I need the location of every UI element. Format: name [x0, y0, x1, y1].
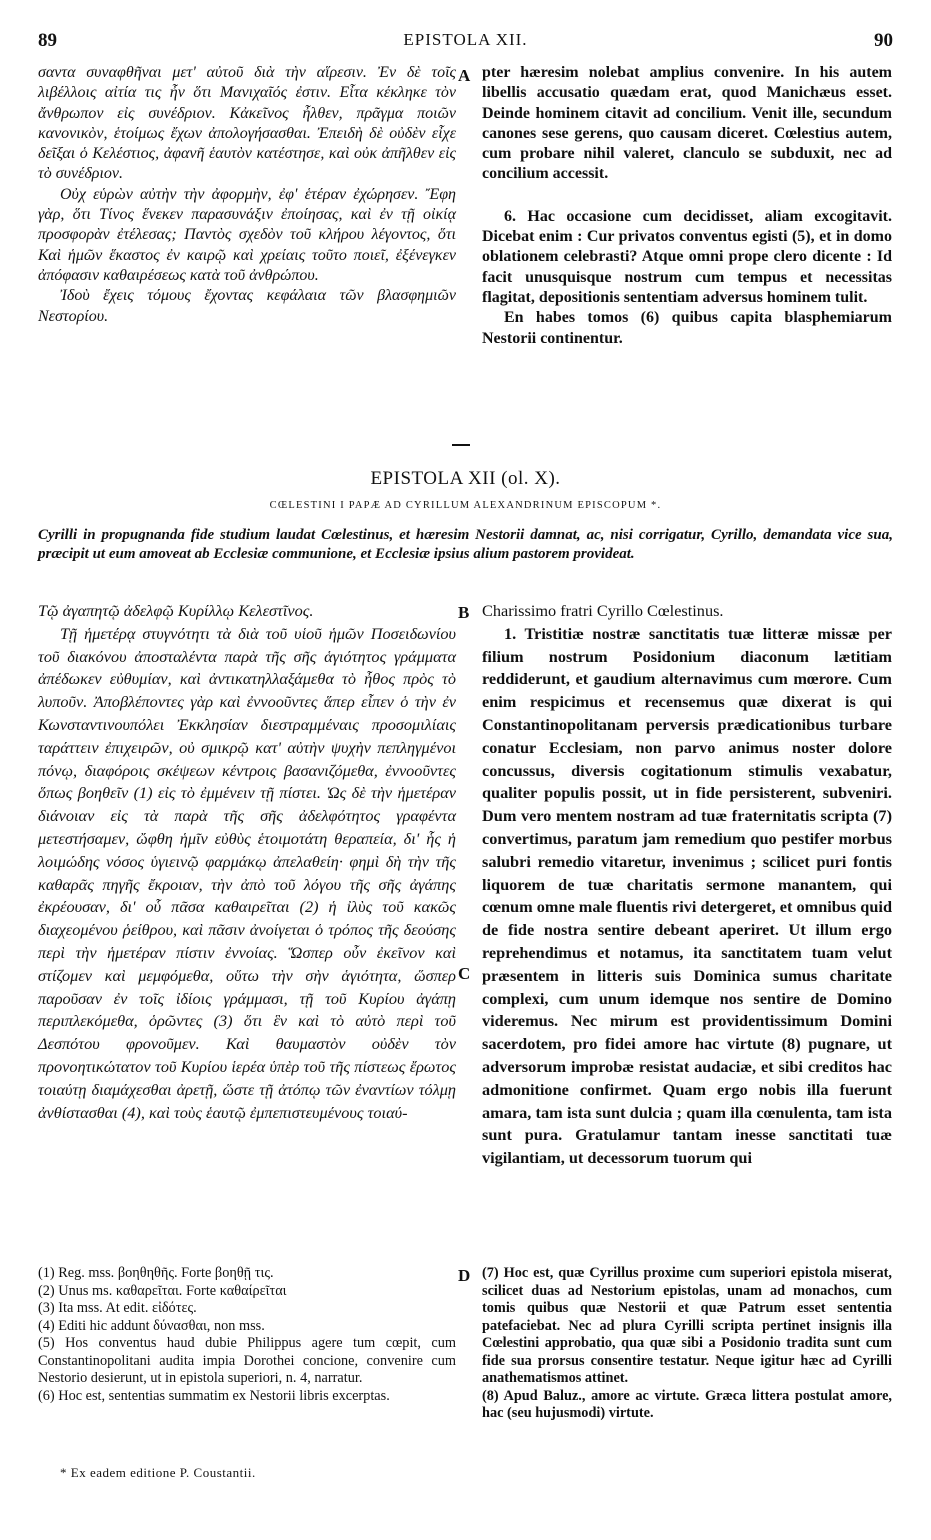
footnote: (3) Ita mss. At edit. εἰδότες. [38, 1300, 197, 1316]
margin-marker-b: B [458, 603, 470, 622]
greek-main-column [38, 600, 456, 1124]
footnote: (1) Reg. mss. βοηθηθῆς. Forte βοηθῇ τις. [38, 1265, 274, 1281]
page-number-left: 89 [38, 30, 57, 51]
epistle-summary: Cyrilli in propugnanda fide studium laudat Cœlestinus, et hæresim Nestorii damnat, ac, nisi corrigatur, Cyrillo, demandata vice sua, præcipit ut eum amoveat ab Ecclesiæ communione, et Ecclesiæ ipsius alium pastorem provideat. [38, 527, 893, 562]
footnote: (8) Apud Baluz., amore ac virtute. Græca littera postulat amore, hac (seu hujusmodi) virtute. [482, 1387, 892, 1421]
greek-paragraph: Ἰδοὺ ἔχεις τόμους ἔχοντας κεφάλαια τῶν βλασφημιῶν Νεστορίου. [38, 287, 456, 325]
latin-paragraph: 6. Hac occasione cum decidisset, aliam excogitavit. Dicebat enim : Cur privatos conventus egisti (5), et in domo oblationem celebrasti? Atque omni prope clero dicente : Id facit unusquisque nostrum cum tempus et necessitas flagitat, depositionis sententiam adversus hominem tulit. [482, 207, 892, 306]
latin-paragraph: En habes tomos (6) quibus capita blasphemiarum Nestorii continentur. [482, 309, 892, 347]
latin-main-column [482, 600, 892, 1170]
latin-paragraph: pter hæresim nolebat amplius convenire. In his autem libellis accusatio quædam erat, quod Manichæus esset. Deinde hominem citavit ad concilium. Venit ille, secundum canones sese gerens, quo causam diceret. Cœlestius autem, cum probare nihil valeret, clanculo se subduxit, nec ad concilium accessit. [482, 64, 892, 183]
footnote: (2) Unus ms. καθαρεῖται. Forte καθαίρεῖται [38, 1282, 287, 1299]
footnotes-left [38, 1265, 456, 1405]
footnote: (7) Hoc est, quæ Cyrillus proxime cum superiori epistola miserat, scilicet duas ad Nestorium epistolas, unam ad monachos, cum tomis quibus quæ Nestorii et quæ Patrum esset sententia patefaciebat. Nec ad plura Cyrilli scripta pertinet insignis illa Cœlestini approbatio, qua quæ sibi a Posidonio tradita sunt cum fide sua prorsus consentire testatur. Neque igitur hæc ad Cyrilli anathematismos attinet. [482, 1265, 892, 1386]
margin-marker-d: D [458, 1266, 471, 1285]
greek-continuation-column [38, 63, 456, 327]
footnote: (4) Editi hic addunt δύνασθαι, non mss. [38, 1317, 265, 1334]
margin-marker-c: C [458, 964, 471, 983]
greek-paragraph: Οὐχ εὑρὼν αὐτὴν τὴν ἀφορμὴν, ἐφ' ἑτέραν ἐχώρησεν. Ἔφη γὰρ, ὅτι Τίνος ἕνεκεν παρασυνάξιν ἐποίησας, καὶ ἐν τῇ οἰκίᾳ προσφορὰν ἐτέλεσας; Παντὸς σχεδὸν τοῦ κλήρου λέγοντος, ὅτι Καὶ ἡμῶν ἕκαστος ἐν καιρῷ καὶ χρείαις τοῦτο ποιεῖ, ἐξένεγκεν ἀπόφασιν καθαιρέσεως κατὰ τοῦ ἀνθρώπου. [38, 185, 456, 284]
latin-body: 1. Tristitiæ nostræ sanctitatis tuæ litteræ missæ per filium nostrum Posidonium diaconum lætitiam reddiderunt, et gaudium alternavimus cum mœrore. Cum enim respicimus et recensemus quæ dixerat is qui Constantinopolitanam perversis prædicationibus turbare conatur Ecclesiam, non parvo animus noster dolore concussus, diversis cogitationum stimulis vexabatur, qualiter populis possit, ut in fide persisterent, subveniri. Dum vero mentem nostram ad tuæ fraternitatis scripta (7) convertimus, paratum jam remedium quo pestifer morbus salubri remedio vitaretur, invenimus ; scilicet puri fontis liquorem de tuæ charitatis sermone manantem, qui cœnum omne male fluentis rivi detergeret, et omnibus quid de fide nostra sentire debeant aperiret. Ut illum ergo reprehendimus et notamus, ita sanctitatem tuam velut præsentem in litteris suis Dominica sumus charitate complexi, cum unum idemque nos sentire de Domino videremus. Nec mirum est providentissimum Domini sacerdotem, pro fidei amore hac virtute (8) pugnare, ut adversorum improbæ resistat audaciæ, et sibi creditos hac admonitione confirmet. Quam ergo nobis illa fuerunt amara, tam ista sunt dulcia ; quam illa cœnulenta, tam ista sunt pura. Gratulamur tantam inesse sanctitati tuæ vigilantiam, ut decessorum tuorum qui [482, 623, 892, 1168]
footnotes-right [482, 1265, 892, 1423]
page-number-right: 90 [874, 30, 893, 51]
epistle-subtitle: CŒLESTINI I PAPÆ AD CYRILLUM ALEXANDRINUM EPISCOPUM *. [269, 500, 662, 511]
footnote: (5) Hos conventus haud dubie Philippus agere tum cœpit, cum Constantinopolitani audita impia Dorothei concione, convenire cum Nestorio desierunt, ut in epistola superiori, n. 4, narratur. [38, 1335, 456, 1386]
greek-paragraph: σαντα συναφθῆναι μετ' αὐτοῦ διὰ τὴν αἵρεσιν. Ἐν δὲ τοῖς λιβέλλοις αἰτία τις ἦν ὅτι Μανιχαῖός ἐστιν. Εἶτα κέκληκε τὸν ἄνθρωπον εἰς συνέδριον. Κἀκεῖνος ἦλθεν, πρᾶγμα ποιῶν κανονικὸν, ἑτοίμως ἔχων ἀπολογήσασθαι. Ἐπειδὴ δὲ οὐδὲν εἶχε δεῖξαι ὁ Κελέστιος, ἀφανῆ ἑαυτὸν κατέστησε, καὶ οὐκ ἀπῆλθεν εἰς τὸ συνέδριον. [38, 64, 456, 183]
running-title: EPISTOLA XII. [403, 30, 528, 49]
greek-salutation: Τῷ ἀγαπητῷ ἀδελφῷ Κυρίλλῳ Κελεστῖνος. [38, 601, 314, 620]
latin-salutation: Charissimo fratri Cyrillo Cœlestinus. [482, 601, 724, 620]
page-header [38, 30, 893, 60]
section-divider [452, 444, 470, 446]
epistle-title: EPISTOLA XII (ol. X). [370, 468, 561, 489]
edition-footnote: * Ex eadem editione P. Coustantii. [60, 1465, 256, 1480]
greek-body: Τῇ ἡμετέρᾳ στυγνότητι τὰ διὰ τοῦ υἱοῦ ἡμῶν Ποσειδωνίου τοῦ διακόνου ἀποσταλέντα παρὰ τῆς σῆς ἁγιότητος γράμματα ἀπέδωκεν εὐθυμίαν, καὶ ἀντικατηλλαξάμεθα τὸ ἦθος πρὸς τὸ λυποῦν. Ἀποβλέποντες γὰρ καὶ ἐννοοῦντες ἅπερ εἶπεν ὁ τὴν ἐν Κωνσταντινουπόλει Ἐκκλησίαν διεστραμμέναις προσομιλίαις ταράττειν ἐπιχειρῶν, οὐ σμικρῷ κατ' αὐτὴν ψυχὴν πεπληγμένοι πόνῳ, διαφόροις σκέψεων κέντροις βασανιζόμεθα, ἐννοοῦντες ὅπως βοηθεῖν (1) εἰς τὸ ἐμμένειν τῇ πίστει. Ὡς δὲ τὴν ἡμετέραν διάνοιαν εἰς τὰ παρὰ τῆς σῆς ἀδελφότητος γραφέντα μετεστήσαμεν, ὤφθη ἡμῖν εὐθὺς ἑτοιμοτάτη θεραπεία, δι' ἧς ἡ λοιμώδης νόσος ὑγιεινῷ φαρμάκῳ ἀπελαθείη· φημὶ δὴ τὴν τῆς καθαρᾶς πηγῆς ἔκροιαν, τὴν ἀπὸ τοῦ λόγου τῆς σῆς ἀγάπης ἐκρέουσαν, δι' οὗ πᾶσα καθαιρεῖται (2) ἡ ἰλὺς τοῦ κακῶς διαχεομένου ῥείθρου, καὶ πᾶσιν ἀνοίγεται ὁ τρόπος τῆς δεούσης περὶ τὴν ἡμετέραν πίστιν ἐννοίας. Ὥσπερ οὖν ἐκεῖνον καὶ στίζομεν καὶ μεμφόμεθα, οὕτω τὴν σὴν ἁγιότητα, ὥσπερ παροῦσαν ἐν τοῖς ἰδίοις γράμμασι, τῇ τοῦ Κυρίου ἀγάπῃ περιπλεκόμεθα, ὁρῶντες (3) ὅτι ἓν καὶ τὸ αὐτὸ περὶ τοῦ Δεσπότου φρονοῦμεν. Καὶ θαυμαστὸν οὐδὲν τὸν προνοητικώτατον τοῦ Κυρίου ἱερέα ὑπὲρ τοῦ τῆς πίστεως ἔρωτος τοιαύτῃ διαμάχεσθαι ἀρετῇ, ὥστε τῇ ἀτόπῳ τῶν ἐναντίων τόλμῃ ἀνθίστασθαι (4), καὶ τοὺς ἑαυτῷ ἐμπεπιστευμένους τοιαύ- [38, 623, 456, 1122]
margin-marker-a: A [458, 66, 471, 85]
latin-continuation-column [482, 63, 892, 349]
footnote: (6) Hoc est, sententias summatim ex Nestorii libris excerptas. [38, 1387, 390, 1404]
